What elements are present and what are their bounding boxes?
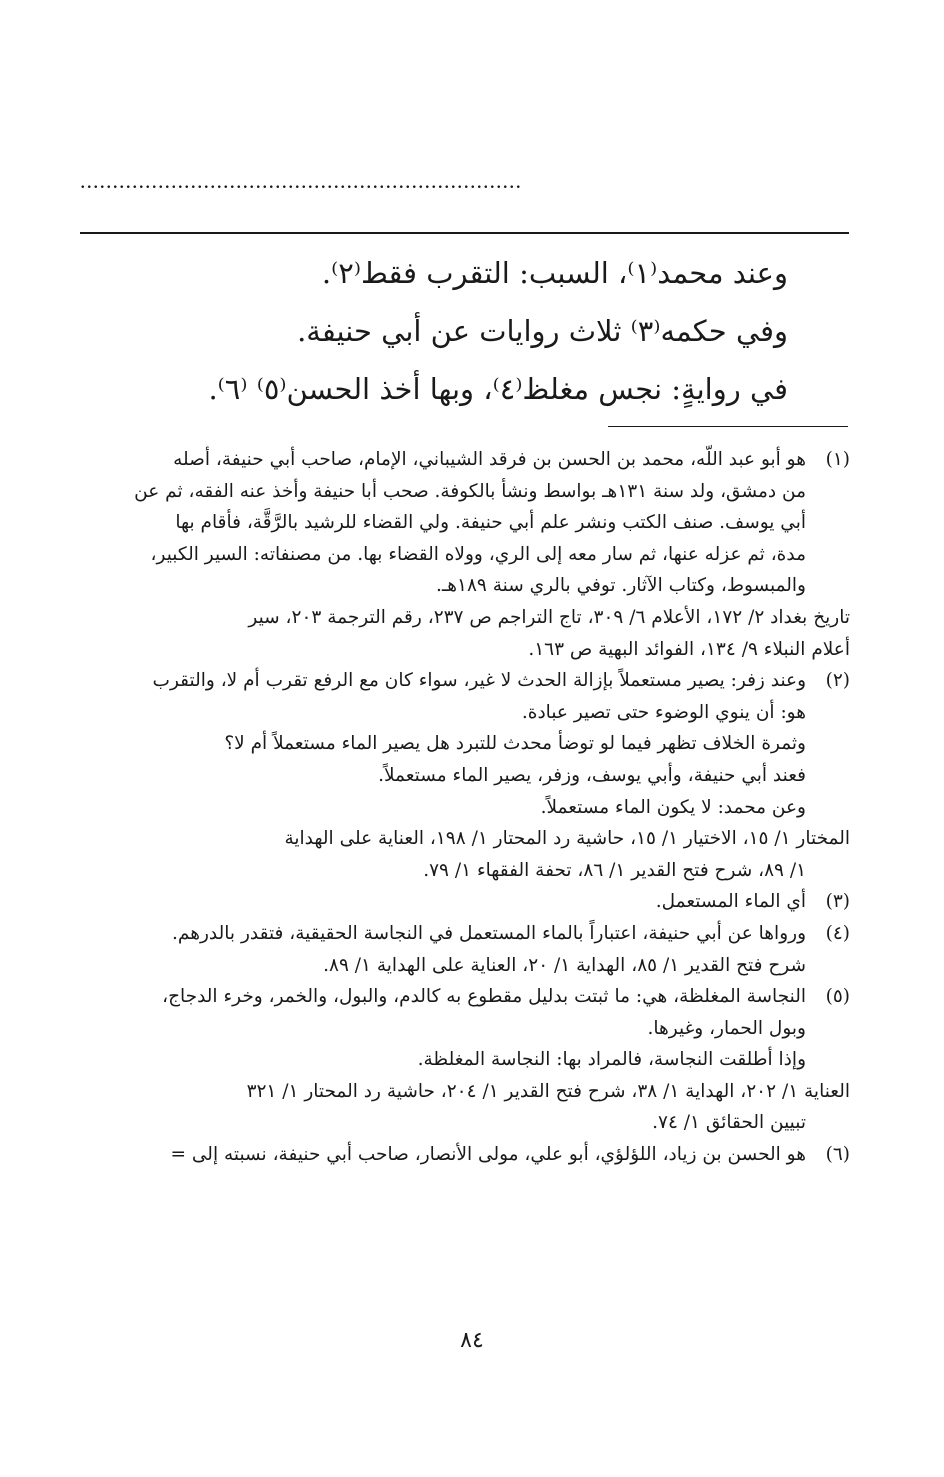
footnote-line: تاريخ بغداد ٢/ ١٧٢، الأعلام ٦/ ٣٠٩، تاج التراجم ص ٢٣٧، رقم الترجمة ٢٠٣، سير <box>248 606 850 628</box>
main-text <box>100 244 788 418</box>
footnote-line: وبول الحمار، وغيرها. <box>647 1017 806 1039</box>
footnote-line: تبيين الحقائق ١/ ٧٤. <box>652 1112 806 1134</box>
footnote-rule <box>608 426 848 427</box>
footnote-line: العناية ١/ ٢٠٢، الهداية ١/ ٣٨، شرح فتح القدير ١/ ٢٠٤، حاشية رد المحتار ١/ ٣٢١ <box>246 1080 850 1102</box>
footnote-line: أعلام النبلاء ٩/ ١٣٤، الفوائد البهية ص ١٦٣. <box>528 638 850 660</box>
footnote-number: (٢) <box>825 670 850 692</box>
footnote <box>80 981 850 1139</box>
footnote-line: المختار ١/ ١٥، الاختيار ١/ ١٥، حاشية رد المحتار ١/ ١٩٨، العناية على الهداية <box>284 828 850 850</box>
main-line: وفي حكمه⁽٣⁾ ثلاث روايات عن أبي حنيفة. <box>297 314 788 348</box>
footnote-number: (٦) <box>825 1144 850 1166</box>
footnote-line: هو الحسن بن زياد، اللؤلؤي، أبو علي، مولى الأنصار، صاحب أبي حنيفة، نسبته إلى = <box>170 1144 806 1166</box>
page-number: ٨٤ <box>460 1328 484 1353</box>
main-line: وعند محمد⁽١⁾، السبب: التقرب فقط⁽٢⁾. <box>321 256 788 290</box>
separator-dots: .................................................................... <box>80 168 522 193</box>
main-line: في روايةٍ: نجس مغلظ⁽٤⁾، وبها أخذ الحسن⁽٥⁾ ⁽٦⁾. <box>208 372 788 406</box>
footnote <box>80 444 850 665</box>
footnote-line: شرح فتح القدير ١/ ٨٥، الهداية ١/ ٢٠، العناية على الهداية ١/ ٨٩. <box>323 954 806 976</box>
footnote-line: ورواها عن أبي حنيفة، اعتباراً بالماء المستعمل في النجاسة الحقيقية، فتقدر بالدرهم. <box>172 922 806 944</box>
footnote <box>80 1139 850 1171</box>
footnote-line: هو: أن ينوي الوضوء حتى تصير عبادة. <box>521 701 806 723</box>
footnote-line: ١/ ٨٩، شرح فتح القدير ١/ ٨٦، تحفة الفقهاء ١/ ٧٩. <box>423 859 806 881</box>
footnote-line: أبي يوسف. صنف الكتب ونشر علم أبي حنيفة. ولي القضاء للرشيد بالرَّقَّة، فأقام بها <box>175 512 806 534</box>
footnotes <box>80 444 850 1171</box>
footnote-line: فعند أبي حنيفة، وأبي يوسف، وزفر، يصير الماء مستعملاً. <box>378 764 806 786</box>
footnote <box>80 918 850 981</box>
footnote-number: (٤) <box>825 922 850 944</box>
footnote <box>80 665 850 886</box>
footnote <box>80 886 850 918</box>
footnote-line: هو أبو عبد اللّه، محمد بن الحسن بن فرقد الشيباني، الإمام، صاحب أبي حنيفة، أصله <box>173 449 806 470</box>
footnote-line: النجاسة المغلظة، هي: ما ثبتت بدليل مقطوع به كالدم، والبول، والخمر، وخرء الدجاج، <box>162 986 806 1008</box>
footnote-line: والمبسوط، وكتاب الآثار. توفي بالري سنة ١٨٩هـ. <box>435 575 806 597</box>
footnote-line: وعند زفر: يصير مستعملاً بإزالة الحدث لا غير، سواء كان مع الرفع تقرب أم لا، والتقرب <box>152 670 806 692</box>
footnote-line: وإذا أطلقت النجاسة، فالمراد بها: النجاسة المغلظة. <box>417 1049 806 1071</box>
footnote-line: أي الماء المستعمل. <box>655 891 806 913</box>
footnote-number: (١) <box>825 449 850 470</box>
footnote-number: (٣) <box>825 891 850 913</box>
header-rule <box>80 232 849 234</box>
footnote-number: (٥) <box>825 986 850 1008</box>
footnote-line: وعن محمد: لا يكون الماء مستعملاً. <box>540 796 806 818</box>
footnote-line: وثمرة الخلاف تظهر فيما لو توضأ محدث للتبرد هل يصير الماء مستعملاً أم لا؟ <box>224 733 806 755</box>
footnote-line: مدة، ثم عزله عنها، ثم سار معه إلى الري، وولاه القضاء بها. من مصنفاته: السير الكبير، <box>150 543 806 565</box>
footnote-line: من دمشق، ولد سنة ١٣١هـ بواسط ونشأ بالكوفة. صحب أبا حنيفة وأخذ عنه الفقه، ثم عن <box>134 480 806 502</box>
